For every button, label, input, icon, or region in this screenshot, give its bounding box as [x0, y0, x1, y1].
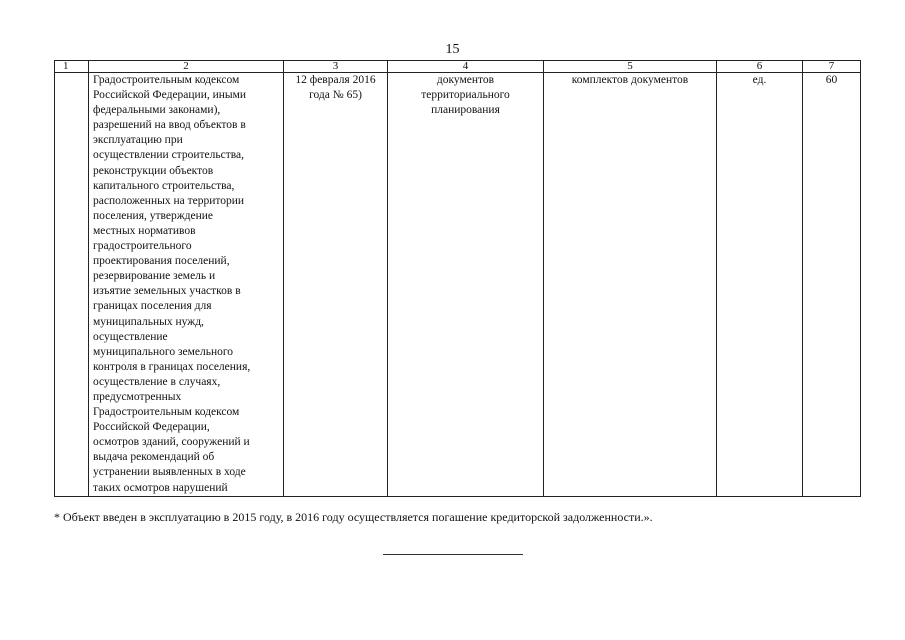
data-table	[54, 60, 861, 497]
column-header-7: 7	[803, 61, 861, 73]
cell-date: 12 февраля 2016 года № 65)	[284, 73, 388, 497]
cell-value: 60	[803, 73, 861, 497]
column-header-3: 3	[284, 61, 388, 73]
cell-unit: ед.	[717, 73, 803, 497]
table-row	[55, 73, 861, 497]
column-header-5: 5	[544, 61, 717, 73]
column-header-1: 1	[55, 61, 89, 73]
closing-rule-divider	[383, 554, 523, 555]
cell-indicator: комплектов документов	[544, 73, 717, 497]
table-header-row	[55, 61, 861, 73]
column-header-2: 2	[89, 61, 284, 73]
column-header-4: 4	[388, 61, 544, 73]
cell-authority-description: Градостроительным кодексом Российской Федерации, иными федеральными законами), разрешений на ввод объектов в эксплуатацию при осуществлении строительства, реконструкции объектов капитального строительства, расположенных на территории поселения, утверждение местных нормативов градостроительного проектирования поселений, резервирование земель и изъятие земельных участков в границах поселения для муниципальных нужд, осуществление муниципального земельного контроля в границах поселения, осуществление в случаях, предусмотренных Градостроительным кодексом Российской Федерации, осмотров зданий, сооружений и выдача рекомендаций об устранении выявленных в ходе таких осмотров нарушений	[89, 73, 284, 497]
footnote: * Объект введен в эксплуатацию в 2015 году, в 2016 году осуществляется погашение кредиторской задолженности.».	[54, 510, 653, 524]
cell-col1	[55, 73, 89, 497]
cell-documents: документов территориального планирования	[388, 73, 544, 497]
column-header-6: 6	[717, 61, 803, 73]
page-number: 15	[445, 42, 460, 57]
